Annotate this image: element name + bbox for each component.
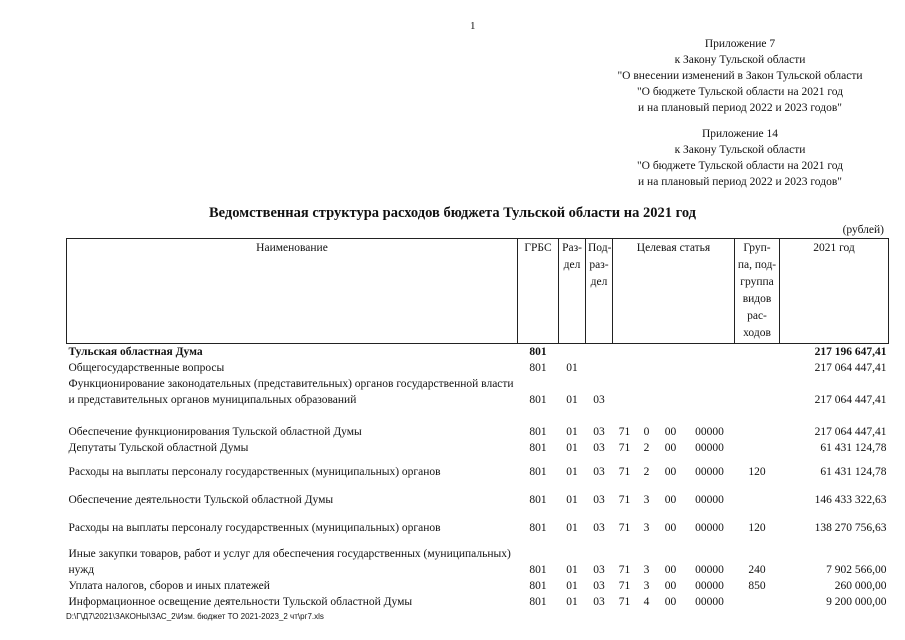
table-row <box>67 376 889 424</box>
row-target-4: 00000 <box>695 596 724 608</box>
row-grbs: 801 <box>529 442 547 454</box>
row-target-1: 71 <box>618 494 631 506</box>
table-row <box>67 594 889 610</box>
header-group: Груп- па, под- группа видов рас- ходов <box>735 239 780 344</box>
row-target-3 <box>657 360 685 376</box>
row-target-3: 00 <box>664 426 677 438</box>
units-label: (рублей) <box>842 224 884 236</box>
row-target-4: 00000 <box>695 564 724 576</box>
table-row <box>67 488 889 512</box>
row-podrazdel <box>586 344 613 361</box>
row-amount: 217 196 647,41 <box>814 346 887 358</box>
row-name: Иные закупки товаров, работ и услуг для обеспечения государственных (муниципальных) нужд <box>68 548 511 576</box>
appendix-line: Приложение 14 <box>701 128 779 140</box>
row-target-4: 00000 <box>695 580 724 592</box>
row-group <box>735 424 780 440</box>
row-podrazdel: 03 <box>593 580 605 592</box>
row-podrazdel: 03 <box>593 564 605 576</box>
row-target-2: 3 <box>643 580 650 592</box>
appendix-line: к Закону Тульской области <box>674 144 806 156</box>
row-target-4 <box>685 376 735 424</box>
row-target-1: 71 <box>618 564 631 576</box>
row-razdel: 01 <box>566 580 578 592</box>
row-group: 240 <box>748 564 766 576</box>
table-row <box>67 512 889 544</box>
row-name: Обеспечение функционирования Тульской областной Думы <box>68 426 362 438</box>
row-amount: 61 431 124,78 <box>820 442 887 454</box>
table-body <box>67 344 889 611</box>
row-group <box>735 376 780 424</box>
row-target-1 <box>613 344 637 361</box>
table-row <box>67 456 889 488</box>
row-name: Тульская областная Дума <box>68 346 203 358</box>
row-group: 120 <box>748 522 766 534</box>
row-target-1: 71 <box>618 426 631 438</box>
row-amount: 217 064 447,41 <box>814 394 887 406</box>
row-grbs: 801 <box>529 522 547 534</box>
row-podrazdel: 03 <box>593 466 605 478</box>
header-podrazdel: Под- раз- дел <box>586 239 613 344</box>
row-group <box>735 488 780 512</box>
row-grbs: 801 <box>529 494 547 506</box>
appendix-line: к Закону Тульской области <box>674 54 806 66</box>
row-podrazdel: 03 <box>593 522 605 534</box>
row-grbs: 801 <box>529 426 547 438</box>
row-target-2: 4 <box>643 596 650 608</box>
row-amount: 146 433 322,63 <box>814 494 887 506</box>
file-path-footer: D:\Г\Д7\2021\ЗАКОНЫ\ЗАС_2\Изм. бюджет ТО 2021-2023_2 чт\рг7.xls <box>66 612 324 621</box>
row-amount: 9 200 000,00 <box>826 596 887 608</box>
row-amount: 217 064 447,41 <box>814 426 887 438</box>
row-razdel: 01 <box>566 596 578 608</box>
row-podrazdel <box>586 360 613 376</box>
row-name: Общегосударственные вопросы <box>68 362 225 374</box>
row-razdel: 01 <box>566 442 578 454</box>
row-podrazdel: 03 <box>593 394 605 406</box>
appendix-line: и на плановый период 2022 и 2023 годов" <box>638 176 842 188</box>
row-group <box>735 594 780 610</box>
table-header-row <box>67 239 889 344</box>
appendix-14-block <box>560 126 905 190</box>
row-target-2: 3 <box>643 522 650 534</box>
row-podrazdel: 03 <box>593 442 605 454</box>
row-target-4: 00000 <box>695 442 724 454</box>
row-target-3: 00 <box>664 442 677 454</box>
budget-table <box>66 238 889 610</box>
row-group <box>735 360 780 376</box>
header-target: Целевая статья <box>613 239 735 344</box>
row-podrazdel: 03 <box>593 596 605 608</box>
table-row <box>67 440 889 456</box>
row-podrazdel: 03 <box>593 494 605 506</box>
row-grbs: 801 <box>529 346 547 358</box>
row-amount: 138 270 756,63 <box>814 522 887 534</box>
row-target-1: 71 <box>618 442 631 454</box>
row-target-3: 00 <box>664 580 677 592</box>
row-name: Расходы на выплаты персоналу государственных (муниципальных) органов <box>68 522 441 534</box>
row-target-1: 71 <box>618 596 631 608</box>
appendix-line: Приложение 7 <box>704 38 776 50</box>
row-target-3 <box>657 344 685 361</box>
page-number: 1 <box>470 20 476 32</box>
row-name: Функционирование законодательных (представительных) органов государственной власти и представительных органов муниципальных образований <box>68 378 514 406</box>
row-name: Информационное освещение деятельности Тульской областной Думы <box>68 596 413 608</box>
appendix-line: "О бюджете Тульской области на 2021 год <box>636 86 844 98</box>
row-target-4: 00000 <box>695 426 724 438</box>
row-name: Обеспечение деятельности Тульской областной Думы <box>68 494 334 506</box>
row-target-2: 0 <box>643 426 650 438</box>
appendix-line: "О внесении изменений в Закон Тульской области <box>617 70 863 82</box>
row-target-2: 3 <box>643 494 650 506</box>
row-target-2 <box>637 376 657 424</box>
table-row <box>67 344 889 361</box>
row-target-3: 00 <box>664 494 677 506</box>
row-grbs: 801 <box>529 596 547 608</box>
row-target-3: 00 <box>664 564 677 576</box>
row-razdel: 01 <box>566 426 578 438</box>
row-amount: 260 000,00 <box>834 580 887 592</box>
row-group <box>735 344 780 361</box>
row-target-4: 00000 <box>695 494 724 506</box>
row-razdel: 01 <box>566 362 578 374</box>
header-grbs: ГРБС <box>518 239 559 344</box>
header-name: Наименование <box>67 239 518 344</box>
table-row <box>67 360 889 376</box>
row-target-1 <box>613 360 637 376</box>
row-target-2: 3 <box>643 564 650 576</box>
row-target-3 <box>657 376 685 424</box>
row-razdel: 01 <box>566 394 578 406</box>
row-amount: 7 902 566,00 <box>826 564 887 576</box>
table-row <box>67 424 889 440</box>
document-title: Ведомственная структура расходов бюджета Тульской области на 2021 год <box>208 205 696 221</box>
row-grbs: 801 <box>529 394 547 406</box>
appendix-7-block <box>560 36 905 116</box>
row-target-3: 00 <box>664 596 677 608</box>
appendix-line: "О бюджете Тульской области на 2021 год <box>636 160 844 172</box>
appendix-line: и на плановый период 2022 и 2023 годов" <box>638 102 842 114</box>
row-target-3: 00 <box>664 466 677 478</box>
row-target-1: 71 <box>618 466 631 478</box>
row-target-4: 00000 <box>695 522 724 534</box>
row-target-4 <box>685 344 735 361</box>
row-target-2: 2 <box>643 466 650 478</box>
row-grbs: 801 <box>529 362 547 374</box>
row-amount: 217 064 447,41 <box>814 362 887 374</box>
row-razdel <box>559 344 586 361</box>
row-razdel: 01 <box>566 466 578 478</box>
row-group: 850 <box>748 580 766 592</box>
row-target-1 <box>613 376 637 424</box>
row-podrazdel: 03 <box>593 426 605 438</box>
row-target-1: 71 <box>618 522 631 534</box>
row-grbs: 801 <box>529 564 547 576</box>
row-name: Расходы на выплаты персоналу государственных (муниципальных) органов <box>68 466 441 478</box>
row-name: Уплата налогов, сборов и иных платежей <box>68 580 270 592</box>
header-razdel: Раз- дел <box>559 239 586 344</box>
row-grbs: 801 <box>529 466 547 478</box>
table-row <box>67 544 889 578</box>
row-target-3: 00 <box>664 522 677 534</box>
row-target-2: 2 <box>643 442 650 454</box>
row-razdel: 01 <box>566 522 578 534</box>
row-name: Депутаты Тульской областной Думы <box>68 442 249 454</box>
header-year: 2021 год <box>780 239 889 344</box>
row-amount: 61 431 124,78 <box>820 466 887 478</box>
row-target-2 <box>637 360 657 376</box>
row-target-1: 71 <box>618 580 631 592</box>
row-group <box>735 440 780 456</box>
row-razdel: 01 <box>566 494 578 506</box>
row-group: 120 <box>748 466 766 478</box>
row-target-4 <box>685 360 735 376</box>
row-target-4: 00000 <box>695 466 724 478</box>
row-grbs: 801 <box>529 580 547 592</box>
table-row <box>67 578 889 594</box>
row-razdel: 01 <box>566 564 578 576</box>
row-target-2 <box>637 344 657 361</box>
